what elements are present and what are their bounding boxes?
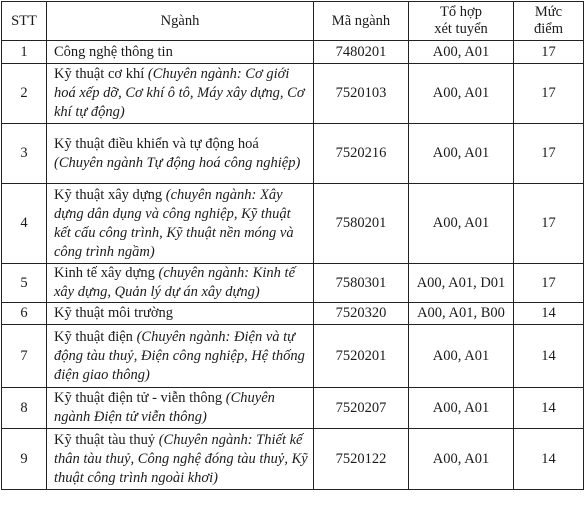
cell-score: 14 (514, 429, 584, 490)
header-to-hop-line2: xét tuyển (434, 21, 488, 37)
cell-combination: A00, A01 (409, 184, 514, 264)
table-row (2, 64, 584, 124)
cell-code: 7520207 (314, 388, 409, 429)
cell-score: 17 (514, 184, 584, 264)
table-row (2, 429, 584, 490)
header-muc-diem-line1: Mức (534, 4, 563, 20)
cell-stt: 2 (2, 64, 47, 124)
cell-score: 14 (514, 325, 584, 388)
header-muc-diem (514, 2, 584, 41)
cell-stt: 9 (2, 429, 47, 490)
major-name: Kỹ thuật điều khiển và tự động hoá (54, 135, 259, 152)
cell-code: 7520201 (314, 325, 409, 388)
cell-major (47, 41, 314, 64)
cell-major (47, 264, 314, 303)
cell-code: 7520122 (314, 429, 409, 490)
cell-combination: A00, A01 (409, 429, 514, 490)
header-nganh: Ngành (47, 2, 314, 41)
cell-stt: 7 (2, 325, 47, 388)
table-row (2, 325, 584, 388)
table-row (2, 264, 584, 303)
cell-combination: A00, A01, B00 (409, 303, 514, 325)
cell-combination: A00, A01 (409, 124, 514, 184)
cell-code: 7580201 (314, 184, 409, 264)
cell-code: 7520103 (314, 64, 409, 124)
major-specialization-note: (Chuyên ngành Điện tử viễn thông) (54, 390, 275, 425)
cell-stt: 5 (2, 264, 47, 303)
cell-combination: A00, A01 (409, 41, 514, 64)
cell-major (47, 325, 314, 388)
cell-combination: A00, A01, D01 (409, 264, 514, 303)
cell-stt: 3 (2, 124, 47, 184)
cell-major (47, 388, 314, 429)
header-to-hop-line1: Tổ hợp (440, 4, 482, 20)
major-name: Kỹ thuật môi trường (54, 305, 174, 321)
major-specialization-note: (Chuyên ngành Tự động hoá công nghiệp) (54, 154, 301, 171)
admission-score-table (1, 1, 584, 490)
major-specialization-note: (chuyên ngành: Xây dựng dân dụng và công nghiệp, Kỹ thuật kết cấu công trình, Kỹ thuật nền móng và công trình ngầm) (54, 186, 294, 260)
major-name: Công nghệ thông tin (54, 43, 173, 60)
major-specialization-note: (chuyên ngành: Kinh tế xây dựng, Quản lý dự án xây dựng) (54, 265, 296, 300)
table-row (2, 388, 584, 429)
header-muc-diem-line2: điểm (534, 21, 563, 37)
cell-major (47, 184, 314, 264)
major-name: Kỹ thuật điện (54, 328, 133, 345)
table-row (2, 303, 584, 325)
cell-score: 17 (514, 264, 584, 303)
cell-score: 14 (514, 303, 584, 325)
major-name: Kỹ thuật tàu thuỷ (54, 431, 156, 448)
major-specialization-note: (Chuyên ngành: Thiết kế thân tàu thuỷ, Công nghệ đóng tàu thuỷ, Kỹ thuật công trình ngoài khơi) (54, 431, 308, 486)
table-row (2, 41, 584, 64)
cell-code: 7520320 (314, 303, 409, 325)
header-stt: STT (2, 2, 47, 41)
cell-code: 7520216 (314, 124, 409, 184)
cell-score: 17 (514, 64, 584, 124)
cell-combination: A00, A01 (409, 325, 514, 388)
cell-score: 17 (514, 124, 584, 184)
major-name: Kỹ thuật điện tử - viễn thông (54, 390, 223, 406)
major-name: Kỹ thuật cơ khí (54, 66, 145, 82)
cell-major (47, 303, 314, 325)
cell-major (47, 429, 314, 490)
cell-major (47, 124, 314, 184)
header-to-hop (409, 2, 514, 41)
major-name: Kỹ thuật xây dựng (54, 186, 163, 203)
cell-stt: 6 (2, 303, 47, 325)
cell-code: 7480201 (314, 41, 409, 64)
cell-combination: A00, A01 (409, 388, 514, 429)
cell-code: 7580301 (314, 264, 409, 303)
header-row (2, 2, 584, 41)
cell-stt: 8 (2, 388, 47, 429)
table-row (2, 124, 584, 184)
major-name: Kinh tế xây dựng (54, 265, 155, 281)
cell-stt: 1 (2, 41, 47, 64)
cell-score: 14 (514, 388, 584, 429)
cell-major (47, 64, 314, 124)
major-specialization-note: (Chuyên ngành: Điện và tự động tàu thuỷ, Điện công nghiệp, Hệ thống điện giao thông) (54, 328, 305, 383)
cell-combination: A00, A01 (409, 64, 514, 124)
header-ma-nganh: Mã ngành (314, 2, 409, 41)
cell-score: 17 (514, 41, 584, 64)
major-specialization-note: (Chuyên ngành: Cơ giới hoá xếp dỡ, Cơ khí ô tô, Máy xây dựng, Cơ khí tự động) (54, 66, 305, 120)
table-row (2, 184, 584, 264)
cell-stt: 4 (2, 184, 47, 264)
